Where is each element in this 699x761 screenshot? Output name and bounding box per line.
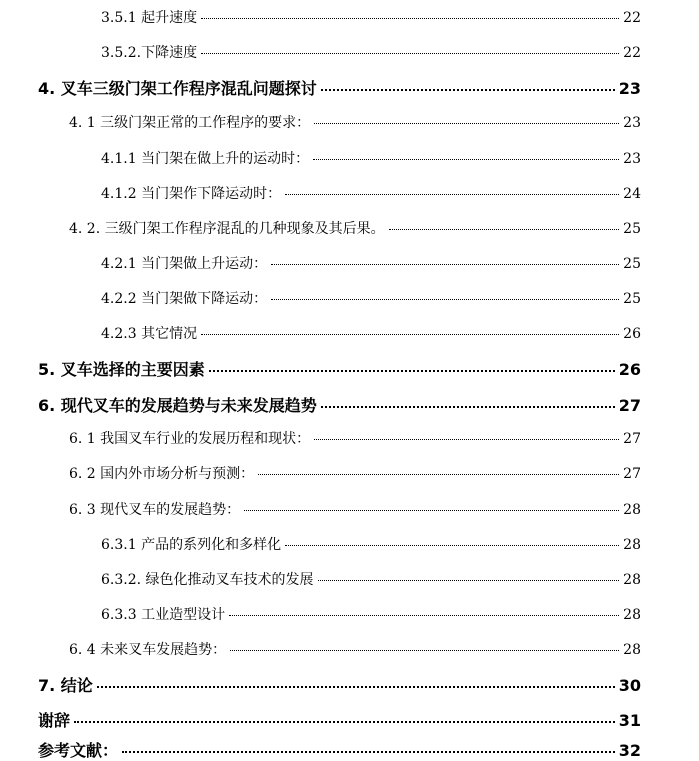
toc-entry[interactable] xyxy=(69,463,641,483)
toc-entry-page: 25 xyxy=(623,256,641,272)
toc-leader-dots xyxy=(314,439,619,440)
toc-leader-dots xyxy=(313,159,619,160)
toc-entry-page: 27 xyxy=(618,396,641,415)
toc-leader-dots xyxy=(230,650,619,651)
toc-leader-dots xyxy=(271,264,619,265)
toc-entry[interactable] xyxy=(101,604,641,624)
toc-leader-dots xyxy=(314,123,619,124)
toc-leader-dots xyxy=(258,474,619,475)
toc-entry[interactable] xyxy=(38,76,641,99)
toc-entry-page: 31 xyxy=(618,711,641,730)
toc-entry[interactable] xyxy=(69,112,641,132)
toc-entry-title: 3.5.2.下降速度 xyxy=(101,45,198,61)
toc-entry-title: 7. 结论 xyxy=(38,676,93,695)
toc-entry-title: 谢辞 xyxy=(38,711,71,730)
toc-entry[interactable] xyxy=(101,148,641,168)
toc-leader-dots xyxy=(285,194,619,195)
toc-entry-title: 6. 3 现代叉车的发展趋势： xyxy=(69,502,241,518)
toc-entry-title: 4.1.2 当门架作下降运动时： xyxy=(101,186,282,202)
toc-entry-title: 4.2.2 当门架做下降运动： xyxy=(101,291,268,307)
toc-entry[interactable] xyxy=(38,393,641,416)
toc-entry-title: 6. 4 未来叉车发展趋势： xyxy=(69,642,227,658)
toc-entry[interactable] xyxy=(69,218,641,238)
toc-entry[interactable] xyxy=(38,708,641,731)
toc-entry-page: 27 xyxy=(623,466,641,482)
toc-entry[interactable] xyxy=(69,499,641,519)
toc-entry-title: 4. 2. 三级门架工作程序混乱的几种现象及其后果。 xyxy=(69,221,385,237)
toc-entry[interactable] xyxy=(101,253,641,273)
toc-entry-page: 32 xyxy=(618,741,641,760)
toc-entry-title: 5. 叉车选择的主要因素 xyxy=(38,360,205,379)
toc-entry-page: 27 xyxy=(623,431,641,447)
toc-entry[interactable] xyxy=(38,357,641,380)
toc-entry-page: 23 xyxy=(623,115,641,131)
toc-leader-dots xyxy=(389,229,620,230)
toc-entry[interactable] xyxy=(69,639,641,659)
toc-leader-dots xyxy=(321,406,615,408)
toc-entry[interactable] xyxy=(101,569,641,589)
toc-entry[interactable] xyxy=(38,738,641,761)
toc-entry-page: 25 xyxy=(623,221,641,237)
toc-entry-title: 6. 1 我国叉车行业的发展历程和现状： xyxy=(69,431,311,447)
toc-entry[interactable] xyxy=(69,428,641,448)
toc-entry[interactable] xyxy=(101,7,641,27)
toc-entry-title: 4.1.1 当门架在做上升的运动时： xyxy=(101,151,310,167)
toc-entry[interactable] xyxy=(38,673,641,696)
toc-entry-title: 6. 2 国内外市场分析与预测： xyxy=(69,466,255,482)
toc-entry-title: 4.2.3 其它情况 xyxy=(101,326,198,342)
toc-entry-page: 26 xyxy=(623,326,641,342)
toc-entry[interactable] xyxy=(101,534,641,554)
toc-leader-dots xyxy=(244,510,619,511)
toc-leader-dots xyxy=(97,686,615,688)
toc-entry-title: 3.5.1 起升速度 xyxy=(101,10,198,26)
toc-entry-page: 26 xyxy=(618,360,641,379)
toc-entry-page: 23 xyxy=(623,151,641,167)
toc-entry-title: 参考文献： xyxy=(38,741,119,760)
toc-entry-title: 6.3.2. 绿色化推动叉车技术的发展 xyxy=(101,572,314,588)
toc-entry-title: 4. 叉车三级门架工作程序混乱问题探讨 xyxy=(38,79,317,98)
toc-entry[interactable] xyxy=(101,288,641,308)
toc-entry-title: 6.3.3 工业造型设计 xyxy=(101,607,226,623)
toc-leader-dots xyxy=(318,580,620,581)
toc-entry-page: 28 xyxy=(623,642,641,658)
toc-entry-title: 4.2.1 当门架做上升运动： xyxy=(101,256,268,272)
toc-leader-dots xyxy=(201,53,619,54)
toc-entry-page: 25 xyxy=(623,291,641,307)
toc-entry-page: 28 xyxy=(623,502,641,518)
toc-leader-dots xyxy=(285,545,619,546)
toc-entry[interactable] xyxy=(101,183,641,203)
toc-entry-title: 6.3.1 产品的系列化和多样化 xyxy=(101,537,282,553)
toc-leader-dots xyxy=(122,751,615,753)
toc-entry-page: 30 xyxy=(618,676,641,695)
toc-entry-page: 22 xyxy=(623,10,641,26)
toc-leader-dots xyxy=(229,615,619,616)
toc-entry-page: 22 xyxy=(623,45,641,61)
toc-entry-page: 24 xyxy=(623,186,641,202)
toc-entry[interactable] xyxy=(101,323,641,343)
toc-entry-title: 4. 1 三级门架正常的工作程序的要求： xyxy=(69,115,311,131)
toc-leader-dots xyxy=(321,89,615,91)
toc-entry-page: 28 xyxy=(623,607,641,623)
toc-entry-page: 28 xyxy=(623,537,641,553)
toc-entry-page: 23 xyxy=(618,79,641,98)
toc-leader-dots xyxy=(209,370,615,372)
toc-entry[interactable] xyxy=(101,42,641,62)
toc-leader-dots xyxy=(201,334,619,335)
toc-entry-page: 28 xyxy=(623,572,641,588)
toc-entry-title: 6. 现代叉车的发展趋势与未来发展趋势 xyxy=(38,396,317,415)
toc-leader-dots xyxy=(201,18,619,19)
toc-leader-dots xyxy=(74,721,615,723)
toc-leader-dots xyxy=(271,299,619,300)
